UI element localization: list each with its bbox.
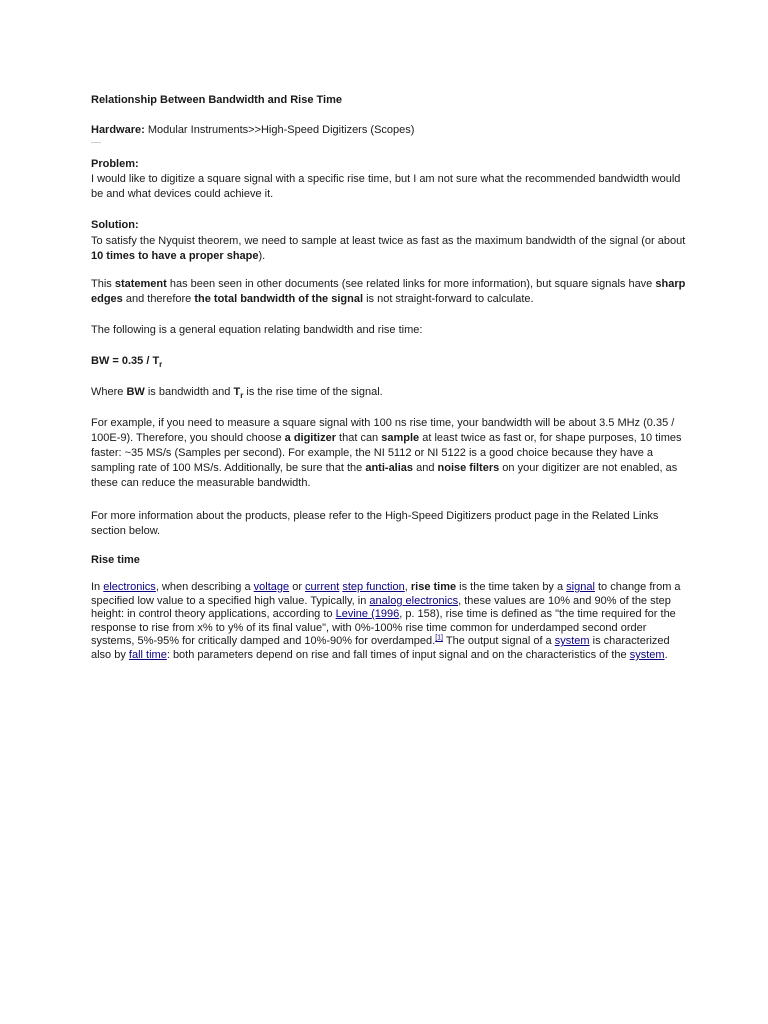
hardware-label: Hardware: [91, 124, 145, 136]
hardware-line [91, 123, 687, 138]
rt-text: to change from a specified low value to a specified high value. Typically, in [91, 581, 681, 607]
where-bold: BW [126, 386, 145, 398]
statement-bold: the total bandwidth of the signal [194, 293, 364, 305]
solution-label-text: Solution: [91, 219, 139, 231]
link-voltage[interactable]: voltage [253, 581, 290, 593]
rt-text: , when describing a [155, 581, 254, 593]
document-title: Relationship Between Bandwidth and Rise Time [91, 94, 343, 106]
statement-text: and therefore [122, 293, 195, 305]
link-reference-1[interactable]: [1] [435, 634, 444, 642]
where-text: Where [91, 386, 127, 398]
rise-time-paragraph [91, 581, 687, 663]
problem-text: I would like to digitize a square signal with a specific rise time, but I am not sure what the recommended bandwidth would be and what devices could achieve it. [91, 173, 681, 200]
example-text: and [413, 462, 438, 474]
statement-text: This [91, 278, 115, 290]
example-text: that can [335, 432, 382, 444]
rt-text: : both parameters depend on rise and fall times of input signal and on the characteristics of the [166, 648, 630, 661]
example-bold: a digitizer [284, 432, 336, 444]
statement-bold: sharp edges [91, 278, 686, 305]
rt-text: The output signal of a [443, 635, 555, 648]
where-text: is the rise time of the signal. [243, 386, 383, 398]
hardware-divider [91, 142, 101, 143]
link-step-function[interactable]: step function [342, 581, 405, 593]
rt-text: is characterized also by [91, 635, 670, 661]
example-text: For example, if you need to measure a square signal with 100 ns rise time, your bandwidth will be about 3.5 MHz (0.35 / 100E-9). Therefore, you should choose [91, 417, 675, 444]
link-analog-electronics[interactable]: analog electronics [369, 594, 459, 607]
statement-bold: statement [114, 278, 167, 290]
problem-label [91, 157, 687, 172]
rt-text: or [289, 581, 306, 593]
equation-intro: The following is a general equation relating bandwidth and rise time: [91, 324, 423, 336]
where-subscript: r [240, 391, 244, 401]
problem-label-text: Problem: [91, 158, 139, 170]
solution-label [91, 218, 687, 233]
rt-bold: rise time [410, 581, 457, 593]
solution-text [91, 234, 687, 264]
where-paragraph [91, 385, 687, 400]
rt-text: In [91, 581, 104, 593]
equation [91, 354, 687, 369]
rt-text: . [664, 648, 668, 661]
statement-paragraph [91, 277, 687, 307]
where-text: is bandwidth and [144, 386, 234, 398]
equation-text: BW = 0.35 / T [91, 355, 160, 367]
where-bold [233, 386, 244, 401]
link-system-2[interactable]: system [629, 648, 665, 661]
example-bold: noise filters [437, 462, 500, 474]
link-fall-time[interactable]: fall time [128, 648, 167, 661]
equation-subscript: r [159, 360, 163, 370]
rt-text: , p. 158), rise time is defined as "the time required for the response to rise from x% to y% of its final value", with 0%-100% rise time common for underdamped second order systems, 5%-95% for critically damped and 10%-90% for overdamped. [91, 608, 676, 648]
hardware-value: Modular Instruments>>High-Speed Digitizers (Scopes) [147, 124, 415, 136]
rt-text: is the time taken by a [456, 581, 567, 593]
link-signal[interactable]: signal [566, 581, 595, 593]
example-bold: anti-alias [365, 462, 414, 474]
example-bold: sample [381, 432, 420, 444]
solution-text-part: To satisfy the Nyquist theorem, we need to sample at least twice as fast as the maximum bandwidth of the signal (or about [91, 235, 686, 247]
example-paragraph [91, 416, 687, 491]
link-levine-1996[interactable]: Levine (1996 [335, 608, 400, 621]
rt-text: , these values are 10% and 90% of the step height: in control theory applications, according to [91, 594, 671, 621]
rt-text: , [404, 581, 411, 593]
link-current[interactable]: current [305, 581, 340, 593]
link-electronics[interactable]: electronics [103, 581, 156, 593]
statement-text: has been seen in other documents (see related links for more information), but square signals have [166, 278, 656, 290]
example-text: at least twice as fast or, for shape purposes, 10 times faster: ~35 MS/s (Samples per second). For example, the NI 5112 or NI 5122 is a good choice because they have a sampling rate of 100 MS/s. Additionally, be sure that the [91, 432, 682, 474]
more-info-paragraph: For more information about the products, please refer to the High-Speed Digitizers product page in the Related Links section below. [91, 510, 659, 537]
statement-text: is not straight-forward to calculate. [363, 293, 534, 305]
rise-time-heading: Rise time [91, 554, 140, 566]
where-bold-t: T [233, 386, 241, 398]
solution-text-bold: 10 times to have a proper shape [91, 250, 259, 262]
example-text: on your digitizer are not enabled, as these can reduce the measurable bandwidth. [91, 462, 678, 489]
solution-text-part: ). [258, 250, 266, 262]
link-system[interactable]: system [554, 635, 590, 648]
